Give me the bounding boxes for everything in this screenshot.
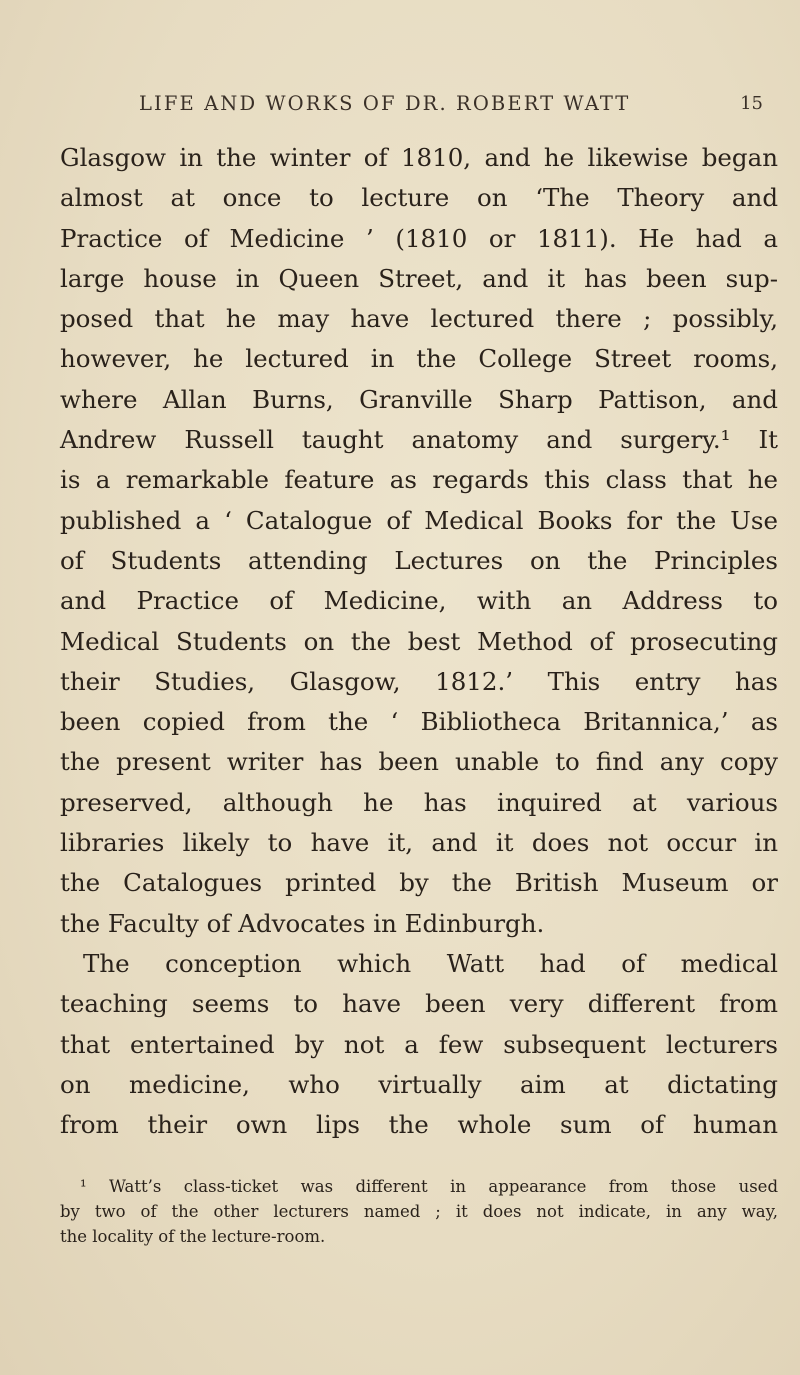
page-number: 15 bbox=[740, 93, 763, 114]
text-line: posed that he may have lectured there ; possibly, bbox=[60, 304, 778, 334]
text-line-paragraph-start: The conception which Watt had of medical bbox=[83, 948, 778, 978]
footnote-line: by two of the other lecturers named ; it does not indicate, in any way, bbox=[60, 1201, 778, 1221]
text-line: Practice of Medicine ’ (1810 or 1811). He had a bbox=[60, 223, 778, 253]
text-line: of Students attending Lectures on the Principles bbox=[60, 545, 778, 575]
text-line: from their own lips the whole sum of human bbox=[60, 1110, 778, 1140]
footnote-line: the locality of the lecture-room. bbox=[60, 1226, 326, 1246]
text-line: published a ‘ Catalogue of Medical Books for the Use bbox=[60, 505, 778, 535]
text-line: that entertained by not a few subsequent lecturers bbox=[60, 1029, 778, 1059]
text-line: their Studies, Glasgow, 1812.’ This entry has bbox=[60, 666, 778, 696]
text-line: Glasgow in the winter of 1810, and he likewise began bbox=[60, 143, 778, 172]
text-line: where Allan Burns, Granville Sharp Pattison, and bbox=[60, 384, 778, 414]
footnotes bbox=[60, 1175, 778, 1249]
text-line: libraries likely to have it, and it does not occur in bbox=[60, 828, 778, 858]
text-line: the Catalogues printed by the British Museum or bbox=[60, 868, 778, 898]
text-line: on medicine, who virtually aim at dictating bbox=[60, 1069, 778, 1099]
footnote-line: ¹ Watt’s class-ticket was different in appearance from those used bbox=[80, 1177, 778, 1196]
running-title: LIFE AND WORKS OF DR. ROBERT WATT bbox=[139, 92, 631, 115]
text-line: almost at once to lecture on ‘The Theory and bbox=[60, 183, 778, 213]
text-line: is a remarkable feature as regards this class that he bbox=[60, 465, 778, 495]
text-line: Medical Students on the best Method of prosecuting bbox=[60, 626, 778, 656]
text-line: been copied from the ‘ Bibliotheca Britannica,’ as bbox=[60, 707, 778, 737]
text-line: Andrew Russell taught anatomy and surgery.¹ It bbox=[60, 425, 778, 455]
text-line: teaching seems to have been very different from bbox=[60, 989, 778, 1019]
text-line: however, he lectured in the College Street rooms, bbox=[60, 344, 778, 374]
text-line: large house in Queen Street, and it has been sup- bbox=[60, 263, 778, 293]
text-line: preserved, although he has inquired at various bbox=[60, 787, 778, 817]
body-text bbox=[60, 138, 778, 1145]
text-line: the Faculty of Advocates in Edinburgh. bbox=[60, 908, 545, 938]
text-line: and Practice of Medicine, with an Address to bbox=[60, 586, 778, 616]
text-line: the present writer has been unable to find any copy bbox=[60, 747, 778, 777]
running-head bbox=[0, 92, 800, 126]
